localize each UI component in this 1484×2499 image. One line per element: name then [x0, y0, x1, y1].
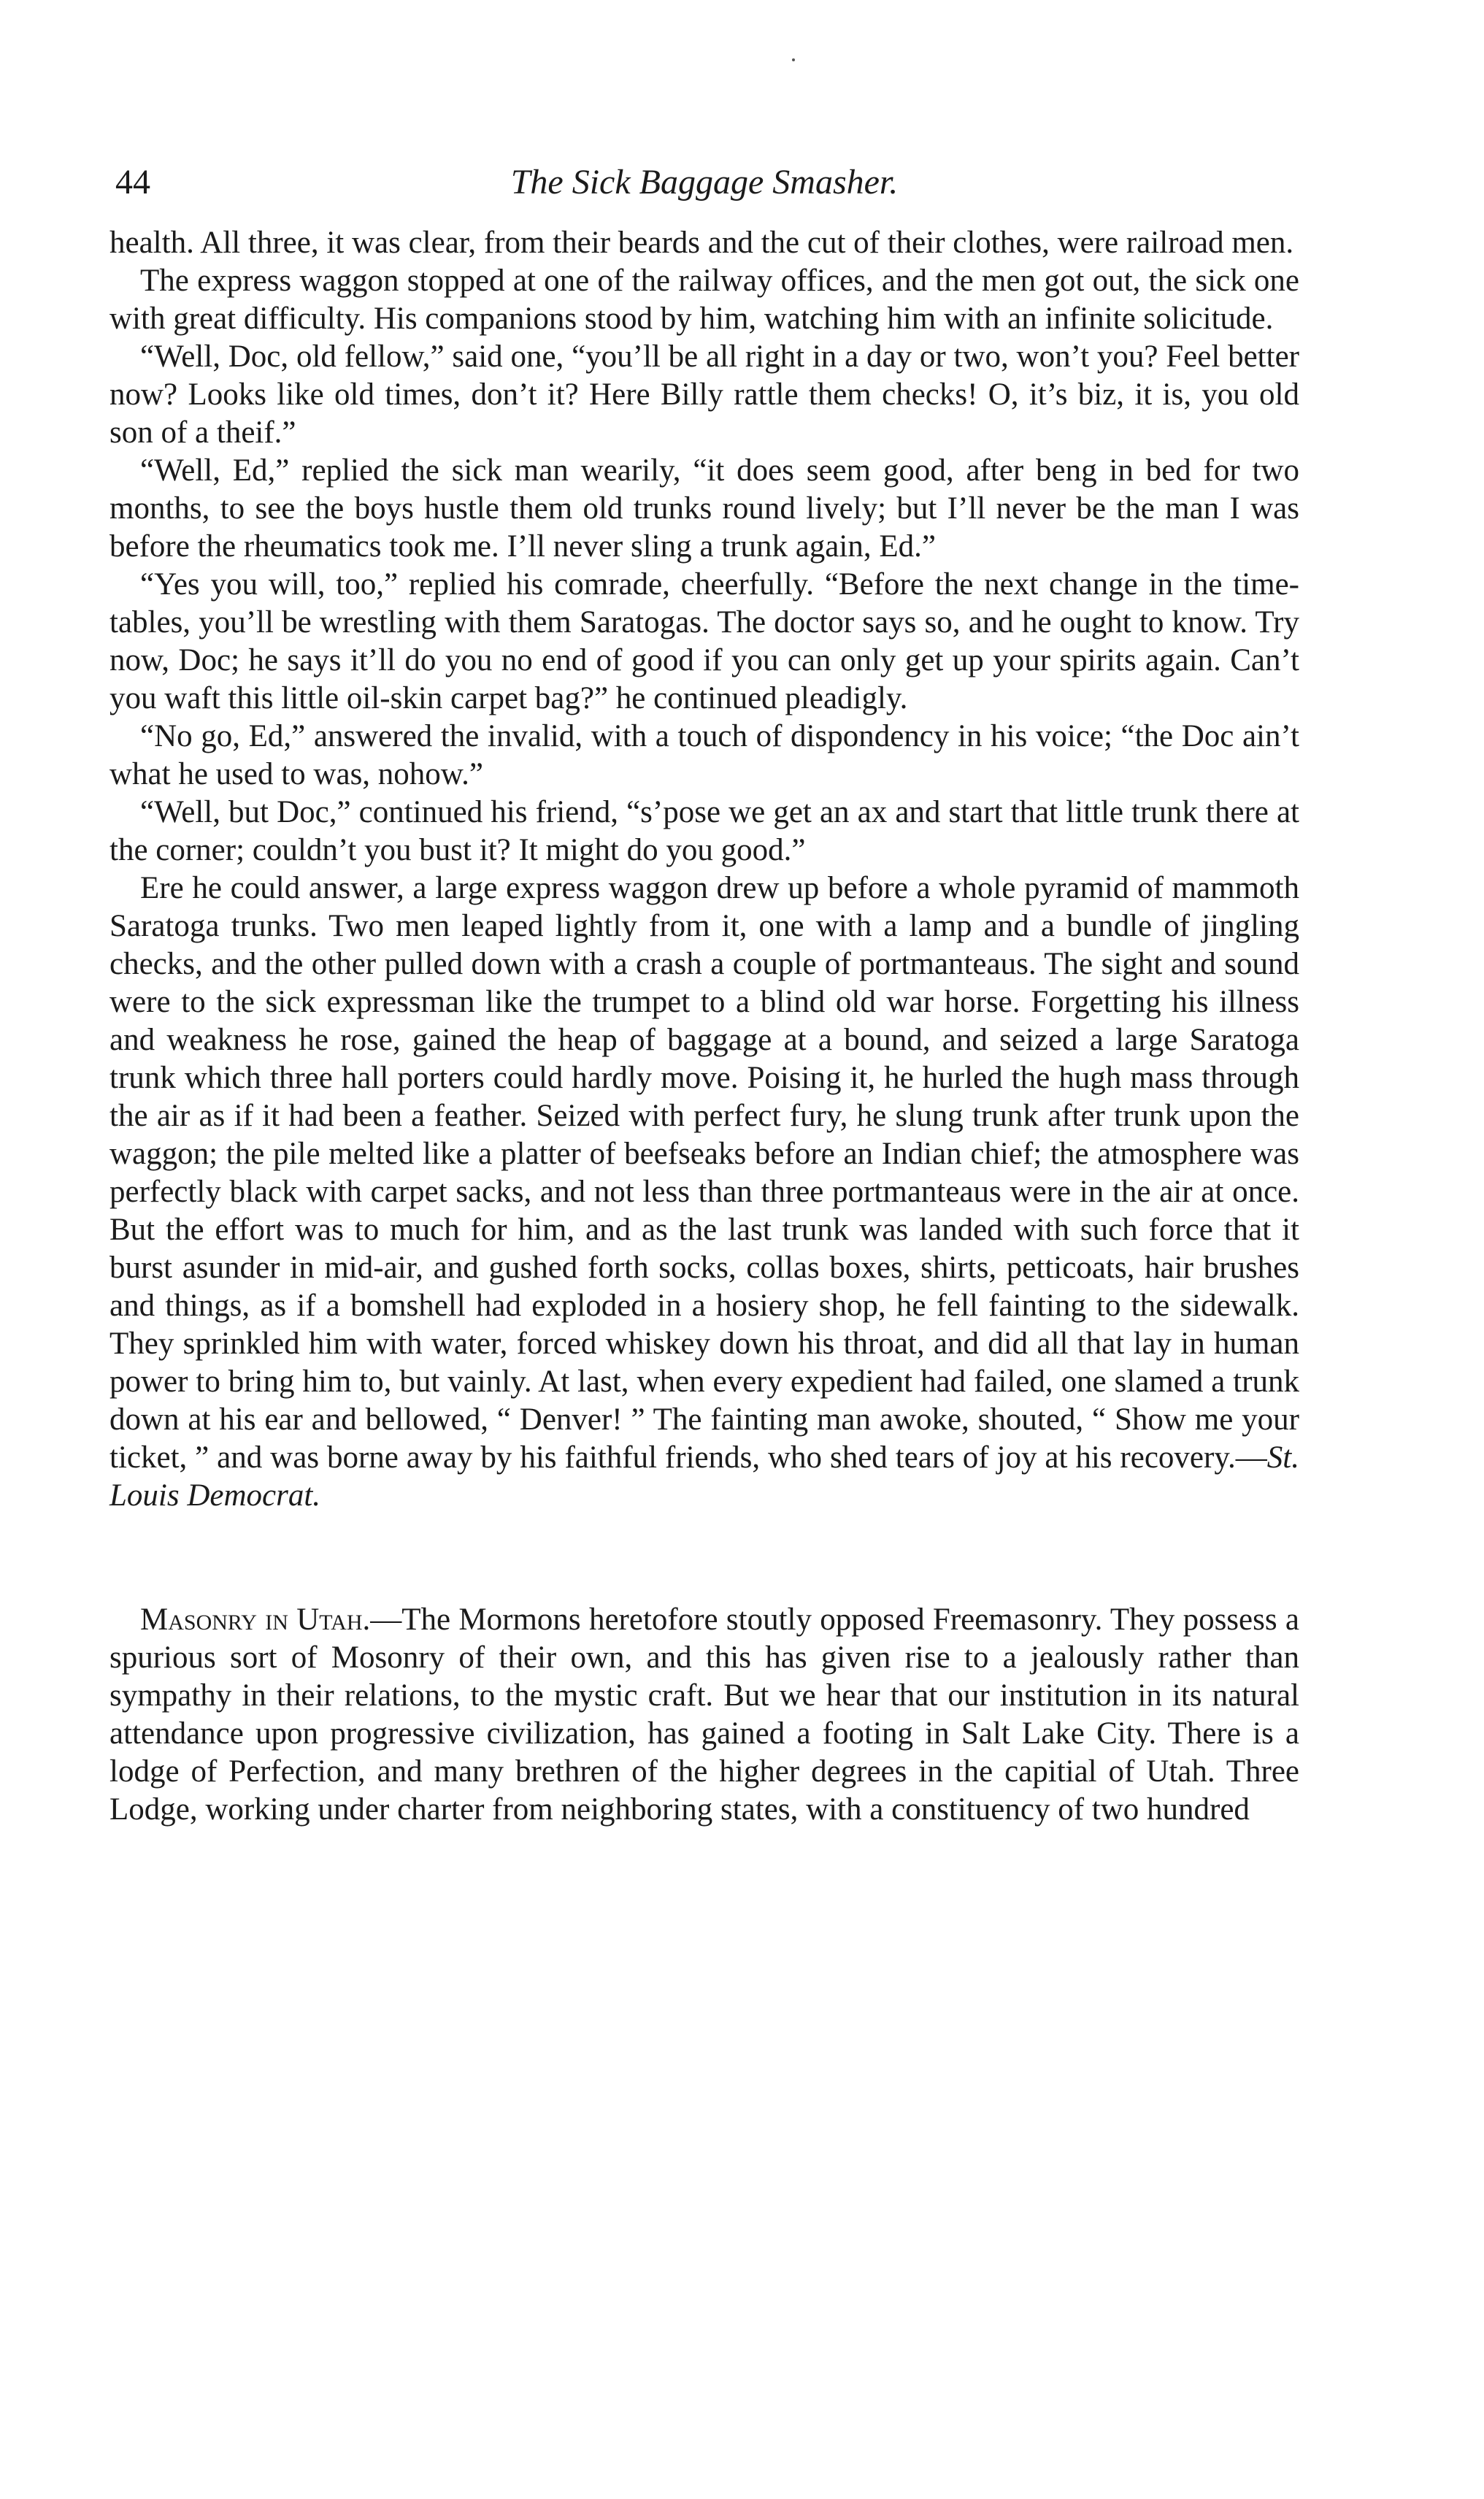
paragraph: The express waggon stopped at one of the railway offices, and the men got out, the sick one with great difficulty. His companions stood by him, watching him with an infinite solicitude.: [109, 264, 1299, 336]
masonry-paragraph: [109, 1601, 1299, 1829]
paragraph: “Well, but Doc,” continued his friend, “s’pose we get an ax and start that little trunk there at the corner; couldn’t you bust it? It might do you good.”: [109, 795, 1299, 867]
running-title: The Sick Baggage Smasher.: [510, 163, 899, 201]
paragraph-text: Ere he could answer, a large express waggon drew up before a whole pyramid of mammoth Saratoga trunks. Two men leaped lightly from it, one with a lamp and a bundle of jingling checks, and the other pulled down with a crash a couple of portmanteaus. The sight and sound were to the sick expressman like the trumpet to a blind old war horse. Forgetting his illness and weakness he rose, gained the heap of baggage at a bound, and seized a large Saratoga trunk which three hall porters could hardly move. Poising it, he hurled the hugh mass through the air as if it had been a feather. Seized with perfect fury, he slung trunk after trunk upon the waggon; the pile melted like a platter of beefseaks before an Indian chief; the atmosphere was perfectly black with carpet sacks, and not less than three portmanteaus were in the air at once. But the effort was to much for him, and as the last trunk was landed with such force that it burst asunder in mid-air, and gushed forth socks, collas boxes, shirts, petticoats, hair brushes and things, as if a bomshell had exploded in a hosiery shop, he fell fainting to the sidewalk. They sprinkled him with water, forced whiskey down his throat, and did all that lay in human power to bring him to, but vainly. At last, when every expedient had failed, one slamed a trunk down at his ear and bellowed, “ Denver! ” The fainting man awoke, shouted, “ Show me your ticket, ” and was borne away by his faithful friends, who shed tears of joy at his recovery.—: [109, 871, 1299, 1475]
final-paragraph: [109, 870, 1299, 1515]
running-head: [109, 157, 1299, 208]
ink-speck: [792, 58, 795, 61]
page-number: 44: [115, 163, 150, 201]
paragraph: “Well, Doc, old fellow,” said one, “you’ll be all right in a day or two, won’t you? Feel better now? Looks like old times, don’t it? Here Billy rattle them checks! O, it’s biz, it is, you old son of a theif.”: [109, 339, 1299, 450]
section-gap: [109, 1515, 1299, 1601]
story-text: [109, 224, 1299, 1515]
item-text: —The Mormons heretofore stoutly opposed Freemasonry. They possess a spurious sort of Mosonry of their own, and this has given rise to a jealously rather than sympathy in their relations, to the mystic craft. But we hear that our institution in its natural attendance upon progressive civilization, has gained a footing in Salt Lake City. There is a lodge of Perfection, and many brethren of the higher degrees in the capitial of Utah. Three Lodge, working under charter from neighboring states, with a constituency of two hundred: [109, 1602, 1299, 1827]
paragraph: “Well, Ed,” replied the sick man wearily, “it does seem good, after beng in bed for two months, to see the boys hustle them old trunks round lively; but I’ll never be the man I was before the rheumatics took me. I’ll never sling a trunk again, Ed.”: [109, 453, 1299, 564]
paragraph: “No go, Ed,” answered the invalid, with a touch of dispondency in his voice; “the Doc ain’t what he used to was, nohow.”: [109, 719, 1299, 791]
book-page: [109, 157, 1299, 1829]
paragraph: “Yes you will, too,” replied his comrade, cheerfully. “Before the next change in the time-tables, you’ll be wrestling with them Saratogas. The doctor says so, and he ought to know. Try now, Doc; he says it’ll do you no end of good if you can only get up your spirits again. Can’t you waft this little oil-skin carpet bag?” he continued pleadigly.: [109, 567, 1299, 715]
source-credit: St. Louis Democrat.: [109, 1440, 1299, 1513]
masonry-item: [109, 1601, 1299, 1829]
item-heading: Masonry in Utah.: [140, 1602, 371, 1637]
paragraph: health. All three, it was clear, from their beards and the cut of their clothes, were railroad men.: [109, 226, 1294, 260]
